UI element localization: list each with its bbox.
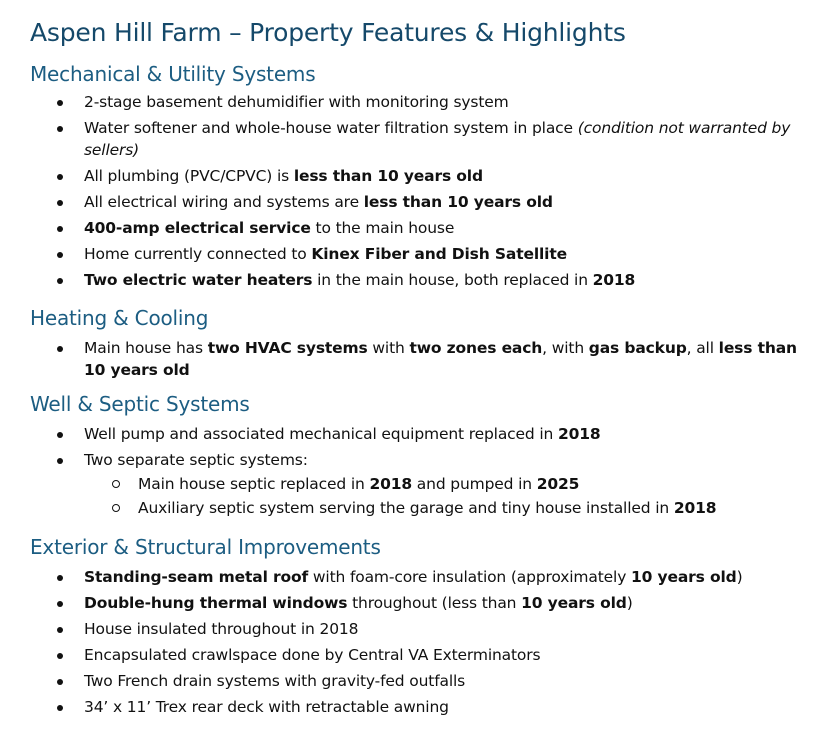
text-run: ) (626, 594, 633, 612)
bold-text-run: Kinex Fiber and Dish Satellite (311, 245, 567, 263)
italic-text-run: (condition not warranted by sellers) (84, 119, 791, 159)
bold-text-run: gas backup (588, 339, 687, 357)
bold-text-run: less than 10 years old (84, 339, 797, 379)
bullet-list (30, 91, 800, 291)
list-item (30, 670, 800, 692)
bold-text-run: 10 years old (521, 594, 627, 612)
list-item (30, 165, 800, 187)
section-heading: Exterior & Structural Improvements (30, 535, 381, 559)
text-run: in the main house, both replaced in (312, 271, 593, 289)
document-page (30, 0, 800, 718)
section-heading: Mechanical & Utility Systems (30, 62, 316, 86)
bold-text-run: two zones each (409, 339, 543, 357)
text-run: Water softener and whole-house water filtration system in place (84, 119, 578, 137)
bold-text-run: two HVAC systems (207, 339, 368, 357)
text-run: All plumbing (PVC/CPVC) is (84, 167, 294, 185)
text-run: 34’ x 11’ Trex rear deck with retractable awning (84, 698, 449, 716)
text-run: All electrical wiring and systems are (84, 193, 364, 211)
text-run: to the main house (310, 219, 455, 237)
bold-text-run: Double-hung thermal windows (84, 594, 348, 612)
text-run: Encapsulated crawlspace done by Central VA Exterminators (84, 646, 541, 664)
bold-text-run: Two electric water heaters (84, 271, 313, 289)
section-heading: Well & Septic Systems (30, 392, 250, 416)
bold-text-run: 2025 (536, 475, 580, 493)
bold-text-run: less than 10 years old (363, 193, 553, 211)
bullet-list (30, 566, 800, 718)
section-mechanical-utility (30, 60, 800, 291)
bold-text-run: 10 years old (631, 568, 737, 586)
section-well-septic (30, 390, 800, 520)
list-item (30, 337, 800, 381)
text-run: Main house has (84, 339, 208, 357)
list-item (30, 217, 800, 239)
section-heading: Heating & Cooling (30, 306, 209, 330)
bullet-list (30, 423, 800, 471)
text-run: Home currently connected to (84, 245, 312, 263)
list-item (30, 449, 800, 471)
list-item (30, 117, 800, 161)
list-item (30, 644, 800, 666)
list-item (30, 191, 800, 213)
sub-bullet-list (30, 472, 800, 520)
text-run: , all (686, 339, 719, 357)
text-run: Two separate septic systems: (84, 451, 308, 469)
text-run: with (367, 339, 410, 357)
text-run: ) (736, 568, 743, 586)
bold-text-run: 2018 (673, 499, 717, 517)
bullet-list (30, 337, 800, 381)
list-item (30, 696, 800, 718)
text-run: 2-stage basement dehumidifier with monitoring system (84, 93, 509, 111)
list-item (30, 423, 800, 445)
list-item (30, 269, 800, 291)
bold-text-run: less than 10 years old (293, 167, 483, 185)
bold-text-run: 400-amp electrical service (84, 219, 311, 237)
section-exterior-structural (30, 533, 800, 718)
section-heating-cooling (30, 304, 800, 381)
text-run: Two French drain systems with gravity-fed outfalls (84, 672, 466, 690)
bold-text-run: 2018 (558, 425, 601, 443)
text-run: Auxiliary septic system serving the garage and tiny house installed in (138, 499, 674, 517)
list-item (30, 243, 800, 265)
text-run: , with (542, 339, 589, 357)
list-item (30, 566, 800, 588)
text-run: House insulated throughout in 2018 (84, 620, 359, 638)
text-run: Main house septic replaced in (138, 475, 370, 493)
bold-text-run: 2018 (369, 475, 413, 493)
text-run: Well pump and associated mechanical equipment replaced in (84, 425, 559, 443)
text-run: with foam-core insulation (approximately (308, 568, 631, 586)
sub-list-item (30, 472, 800, 496)
list-item (30, 618, 800, 640)
text-run: throughout (less than (347, 594, 522, 612)
list-item (30, 592, 800, 614)
bold-text-run: 2018 (592, 271, 636, 289)
sub-list-item (30, 496, 800, 520)
page-title: Aspen Hill Farm – Property Features & Highlights (30, 18, 626, 47)
text-run: and pumped in (412, 475, 537, 493)
list-item (30, 91, 800, 113)
bold-text-run: Standing-seam metal roof (84, 568, 309, 586)
